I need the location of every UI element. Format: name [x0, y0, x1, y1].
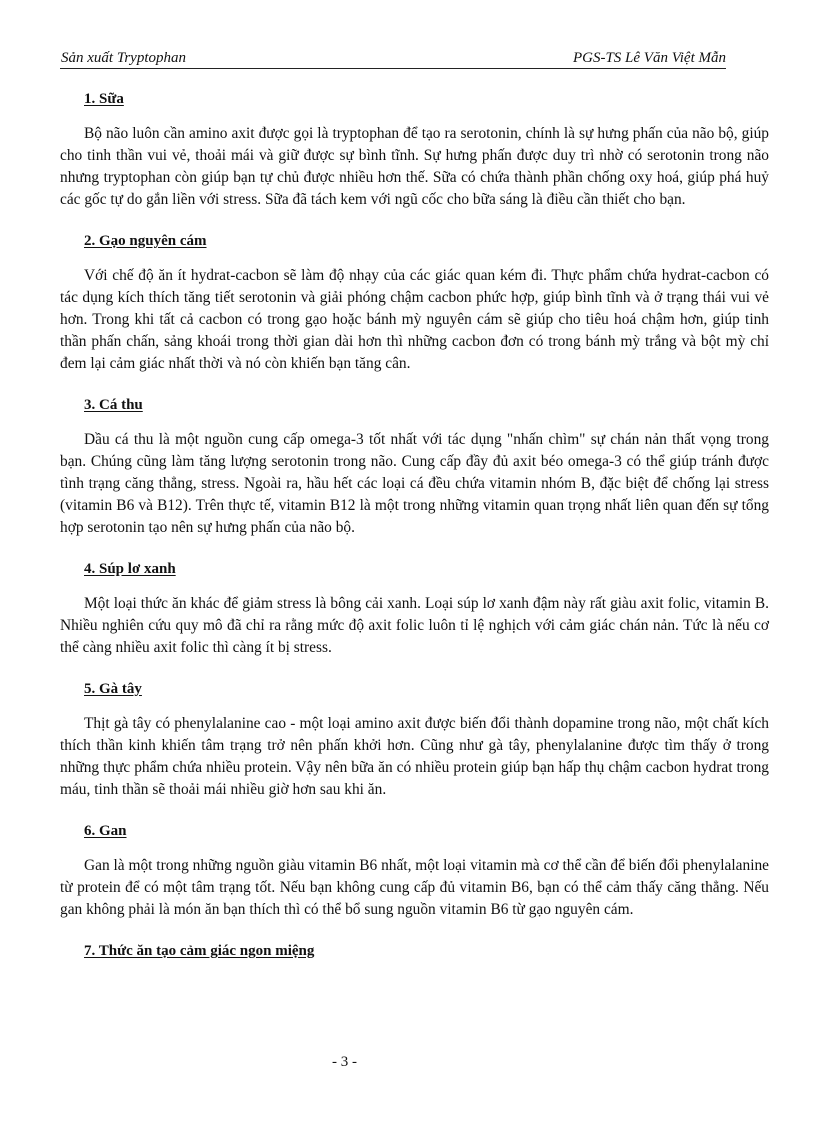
section-heading: 7. Thức ăn tạo cảm giác ngon miệng — [84, 943, 315, 959]
header-title: Sản xuất Tryptophan — [61, 50, 187, 66]
section-paragraph: Với chế độ ăn ít hydrat-cacbon sẽ làm độ nhạy của các giác quan kém đi. Thực phẩm chứa hydrat-cacbon có tác dụng kích thích tăng tiết serotonin và giải phóng chậm cacbon phức hợp, giúp bình tĩnh và ở trạng thái vui vẻ hơn. Trong khi tất cả cacbon có trong gạo hoặc bánh mỳ nguyên cám sẽ giúp cho tiêu hoá chậm hơn, giúp tinh thần phấn chấn, sảng khoái trong thời gian dài hơn thì những cacbon đơn có trong bánh mỳ trắng và bột mỳ chỉ đem lại cảm giác nhất thời và nó còn khiến bạn tăng cân. — [60, 267, 769, 372]
page-number: - 3 - — [332, 1054, 357, 1070]
section-heading: 6. Gan — [84, 823, 127, 839]
section-paragraph: Thịt gà tây có phenylalanine cao - một loại amino axit được biến đổi thành dopamine trong não, một chất kích thích thần kinh khiến tâm trạng trở nên phấn khởi hơn. Cũng như gà tây, phenylalanine được tìm thấy ở trong những thực phẩm chứa nhiều protein. Vậy nên bữa ăn có nhiều protein giúp bạn hấp thụ chậm cacbon hydrat trong máu, tinh thần sẽ thoải mái nhiều giờ hơn sau khi ăn. — [60, 715, 769, 798]
section-appetizing-food — [60, 940, 769, 962]
section-milk — [60, 88, 769, 211]
header-author: PGS-TS Lê Văn Việt Mẫn — [572, 50, 726, 66]
section-brown-rice — [60, 230, 769, 375]
section-liver — [60, 820, 769, 921]
section-heading: 1. Sữa — [84, 91, 124, 107]
section-heading: 5. Gà tây — [84, 681, 142, 697]
section-broccoli — [60, 558, 769, 659]
section-heading: 3. Cá thu — [84, 397, 143, 413]
section-mackerel — [60, 394, 769, 539]
section-paragraph: Bộ não luôn cần amino axit được gọi là tryptophan để tạo ra serotonin, chính là sự hưng phấn của não bộ, giúp cho tinh thần vui vẻ, thoải mái và giữ được sự bình tĩnh. Sự hưng phấn được duy trì nhờ có serotonin trong não nhưng tryptophan còn giúp bạn tự chủ được nhiều hơn thế. Sữa có chứa thành phần chống oxy hoá, giúp phá huỷ các gốc tự do gắn liền với stress. Sữa đã tách kem với ngũ cốc cho bữa sáng là điều cần thiết cho bạn. — [60, 125, 769, 208]
section-paragraph: Gan là một trong những nguồn giàu vitamin B6 nhất, một loại vitamin mà cơ thể cần để biến đổi phenylalanine từ protein để có một tâm trạng tốt. Nếu bạn không cung cấp đủ vitamin B6, bạn có thể cảm thấy căng thẳng. Nếu gan không phải là món ăn bạn thích thì có thể bổ sung nguồn vitamin B6 từ gạo nguyên cám. — [60, 857, 769, 918]
section-paragraph: Một loại thức ăn khác để giảm stress là bông cải xanh. Loại súp lơ xanh đậm này rất giàu axit folic, vitamin B. Nhiều nghiên cứu quy mô đã chỉ ra rằng mức độ axit folic luôn tỉ lệ nghịch với cảm giác chán nản. Tức là nếu cơ thể càng nhiều axit folic thì càng ít bị stress. — [60, 595, 769, 656]
page-content — [60, 88, 769, 962]
section-heading: 2. Gạo nguyên cám — [84, 233, 207, 249]
section-heading: 4. Súp lơ xanh — [84, 561, 176, 577]
section-paragraph: Dầu cá thu là một nguồn cung cấp omega-3 tốt nhất với tác dụng "nhấn chìm" sự chán nản thất vọng trong bạn. Chúng cũng làm tăng lượng serotonin trong não. Cung cấp đầy đủ axit béo omega-3 có thể giúp tránh được tình trạng căng thẳng, stress. Ngoài ra, hầu hết các loại cá đều chứa vitamin nhóm B, đặc biệt để chống lại stress (vitamin B6 và B12). Trên thực tế, vitamin B12 là một trong những vitamin quan trọng nhất liên quan đến sự tổng hợp serotonin tạo nên sự hưng phấn của não bộ. — [60, 431, 769, 536]
page-header — [60, 50, 726, 69]
section-turkey — [60, 678, 769, 801]
